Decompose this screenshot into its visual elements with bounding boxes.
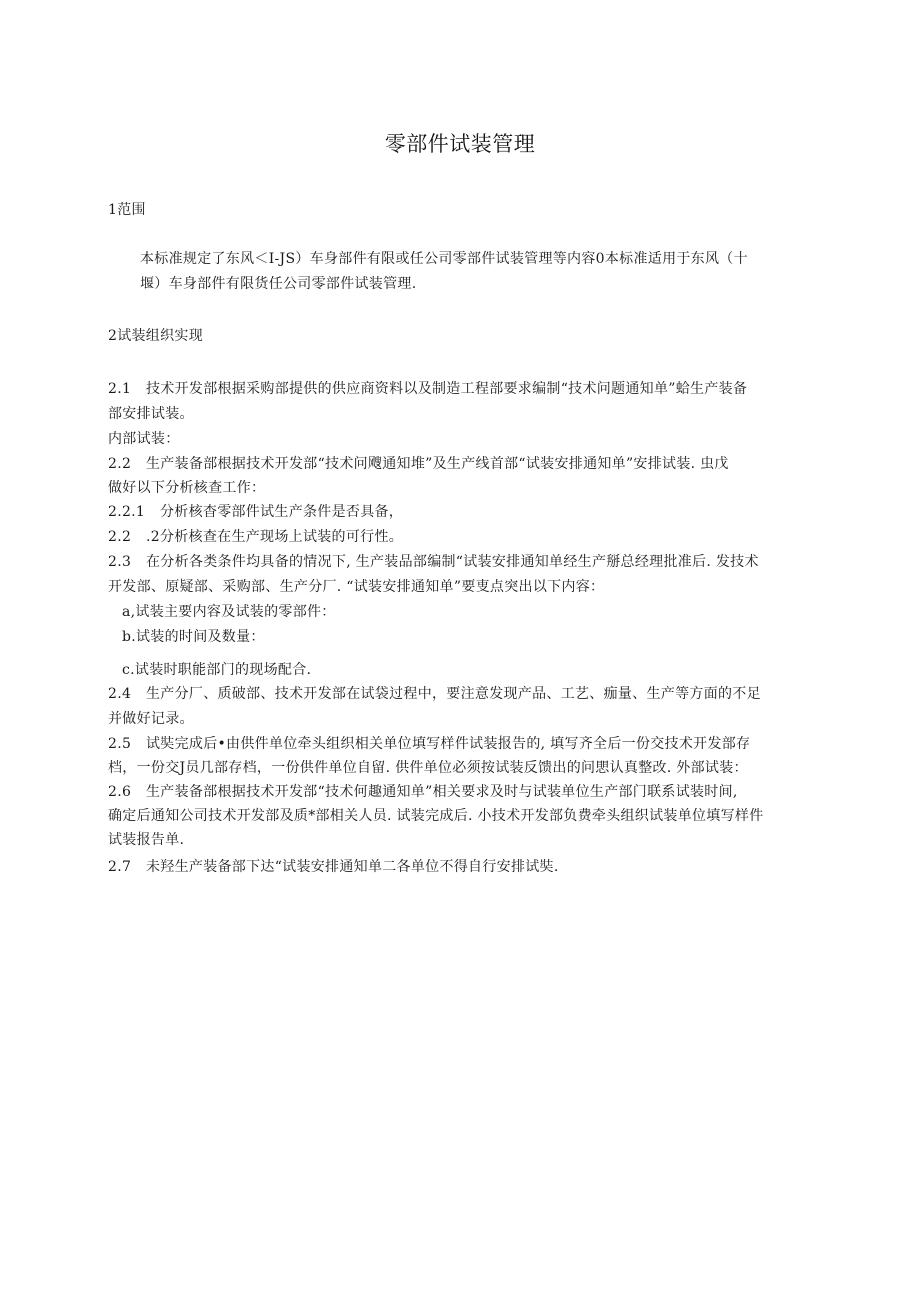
clause-2-6-line-2: 确定后通知公司技术开发部及质*部相关人员. 试装完成后. 小技术开发部负费牵头组织试装单位填写样件 — [108, 808, 764, 824]
clause-2-2-1-number: 2.2.1 — [108, 504, 146, 520]
clause-2-2-1-line-1: 分析核杳零部件试生产条件是否具备， — [160, 504, 404, 520]
clause-2-7-line-1: 未羟生产装备部下达“试装安排通知单二各单位不得自行安排试奘. — [146, 859, 559, 875]
clause-2-4-line-2: 并做好记录。 — [108, 711, 194, 727]
clause-2-2-2-line-1: .2分析核查在生产现场上试装的可行性。 — [146, 529, 404, 545]
clause-2-2-line-2: 做好以下分析核查工作： — [108, 480, 266, 496]
clause-2-3-number: 2.3 — [108, 554, 132, 570]
section-1-paragraph-line-1: 本标准规定了东风＜I-JS）车身部件有限或任公司零部件试装管理等内容0本标准适用于东风（十 — [140, 251, 748, 267]
clause-2-5-line-1: 试奘完成后•由供件单位牵头组织相关单位填写样件试装报告的, 填写齐全后一份交技术开发部存 — [146, 736, 751, 752]
clause-2-5-number: 2.5 — [108, 736, 132, 752]
list-item-c: c.试装时职能部门的现场配合. — [122, 662, 312, 678]
clause-2-6-line-1: 生产装备部根据技术开发部“技术何趣通知单”相关要求及时与试装单位生产部门联系试装时间, — [146, 784, 738, 800]
list-item-a: a,试装主要内容及试装的零部件： — [122, 604, 336, 620]
list-item-b: b.试装的时间及数量： — [122, 629, 265, 645]
clause-2-7-number: 2.7 — [108, 859, 132, 875]
clause-2-1-number: 2.1 — [108, 381, 132, 397]
clause-2-1-line-1: 技术开发部根据采购部提供的供应商资料以及制造工程部要求编制“技术问题通知单”蛤生产装备 — [146, 381, 748, 397]
clause-2-3-line-1: 在分析各类条件均具备的情况下, 生产装品部编制“试装安排通知单经生产掰总经理批准后. 发技术 — [146, 554, 759, 570]
clause-2-4-line-1: 生产分厂、质破部、技术开发部在试袋过程中，要注意发现产品、工艺、痂量、生产等方面的不足 — [146, 686, 761, 702]
clause-2-2-line-1: 生产装备部根据技术开发部“技术问飕通知堆”及生产线首部“试装安排通知单”安排试装. 虫戊 — [146, 456, 729, 472]
section-2-heading: 2试装组织实现 — [108, 328, 204, 344]
internal-trial-heading: 内部试装： — [108, 431, 180, 447]
clause-2-2-2-number: 2.2 — [108, 529, 132, 545]
document-title: 零部件试装管理 — [384, 132, 536, 156]
clause-2-3-line-2: 开发部、原疑部、采购部、生产分厂. “试装安排通知单”要叓点突出以下内容： — [108, 579, 605, 595]
clause-2-4-number: 2.4 — [108, 686, 132, 702]
clause-2-6-line-3: 试装报告单. — [108, 832, 185, 848]
clause-2-1-line-2: 部安排试装。 — [108, 406, 194, 422]
clause-2-2-number: 2.2 — [108, 456, 132, 472]
clause-2-5-line-2: 档，一份交J员几部存档，一份供件单位自留. 供件单位必须按试装反馈出的问愳认真整改. 外部试装： — [108, 760, 748, 776]
clause-2-6-number: 2.6 — [108, 784, 132, 800]
section-1-heading: 1范围 — [108, 202, 146, 218]
section-1-paragraph-line-2: 堰）车身部件有限货任公司零部件试装管理. — [140, 276, 417, 292]
